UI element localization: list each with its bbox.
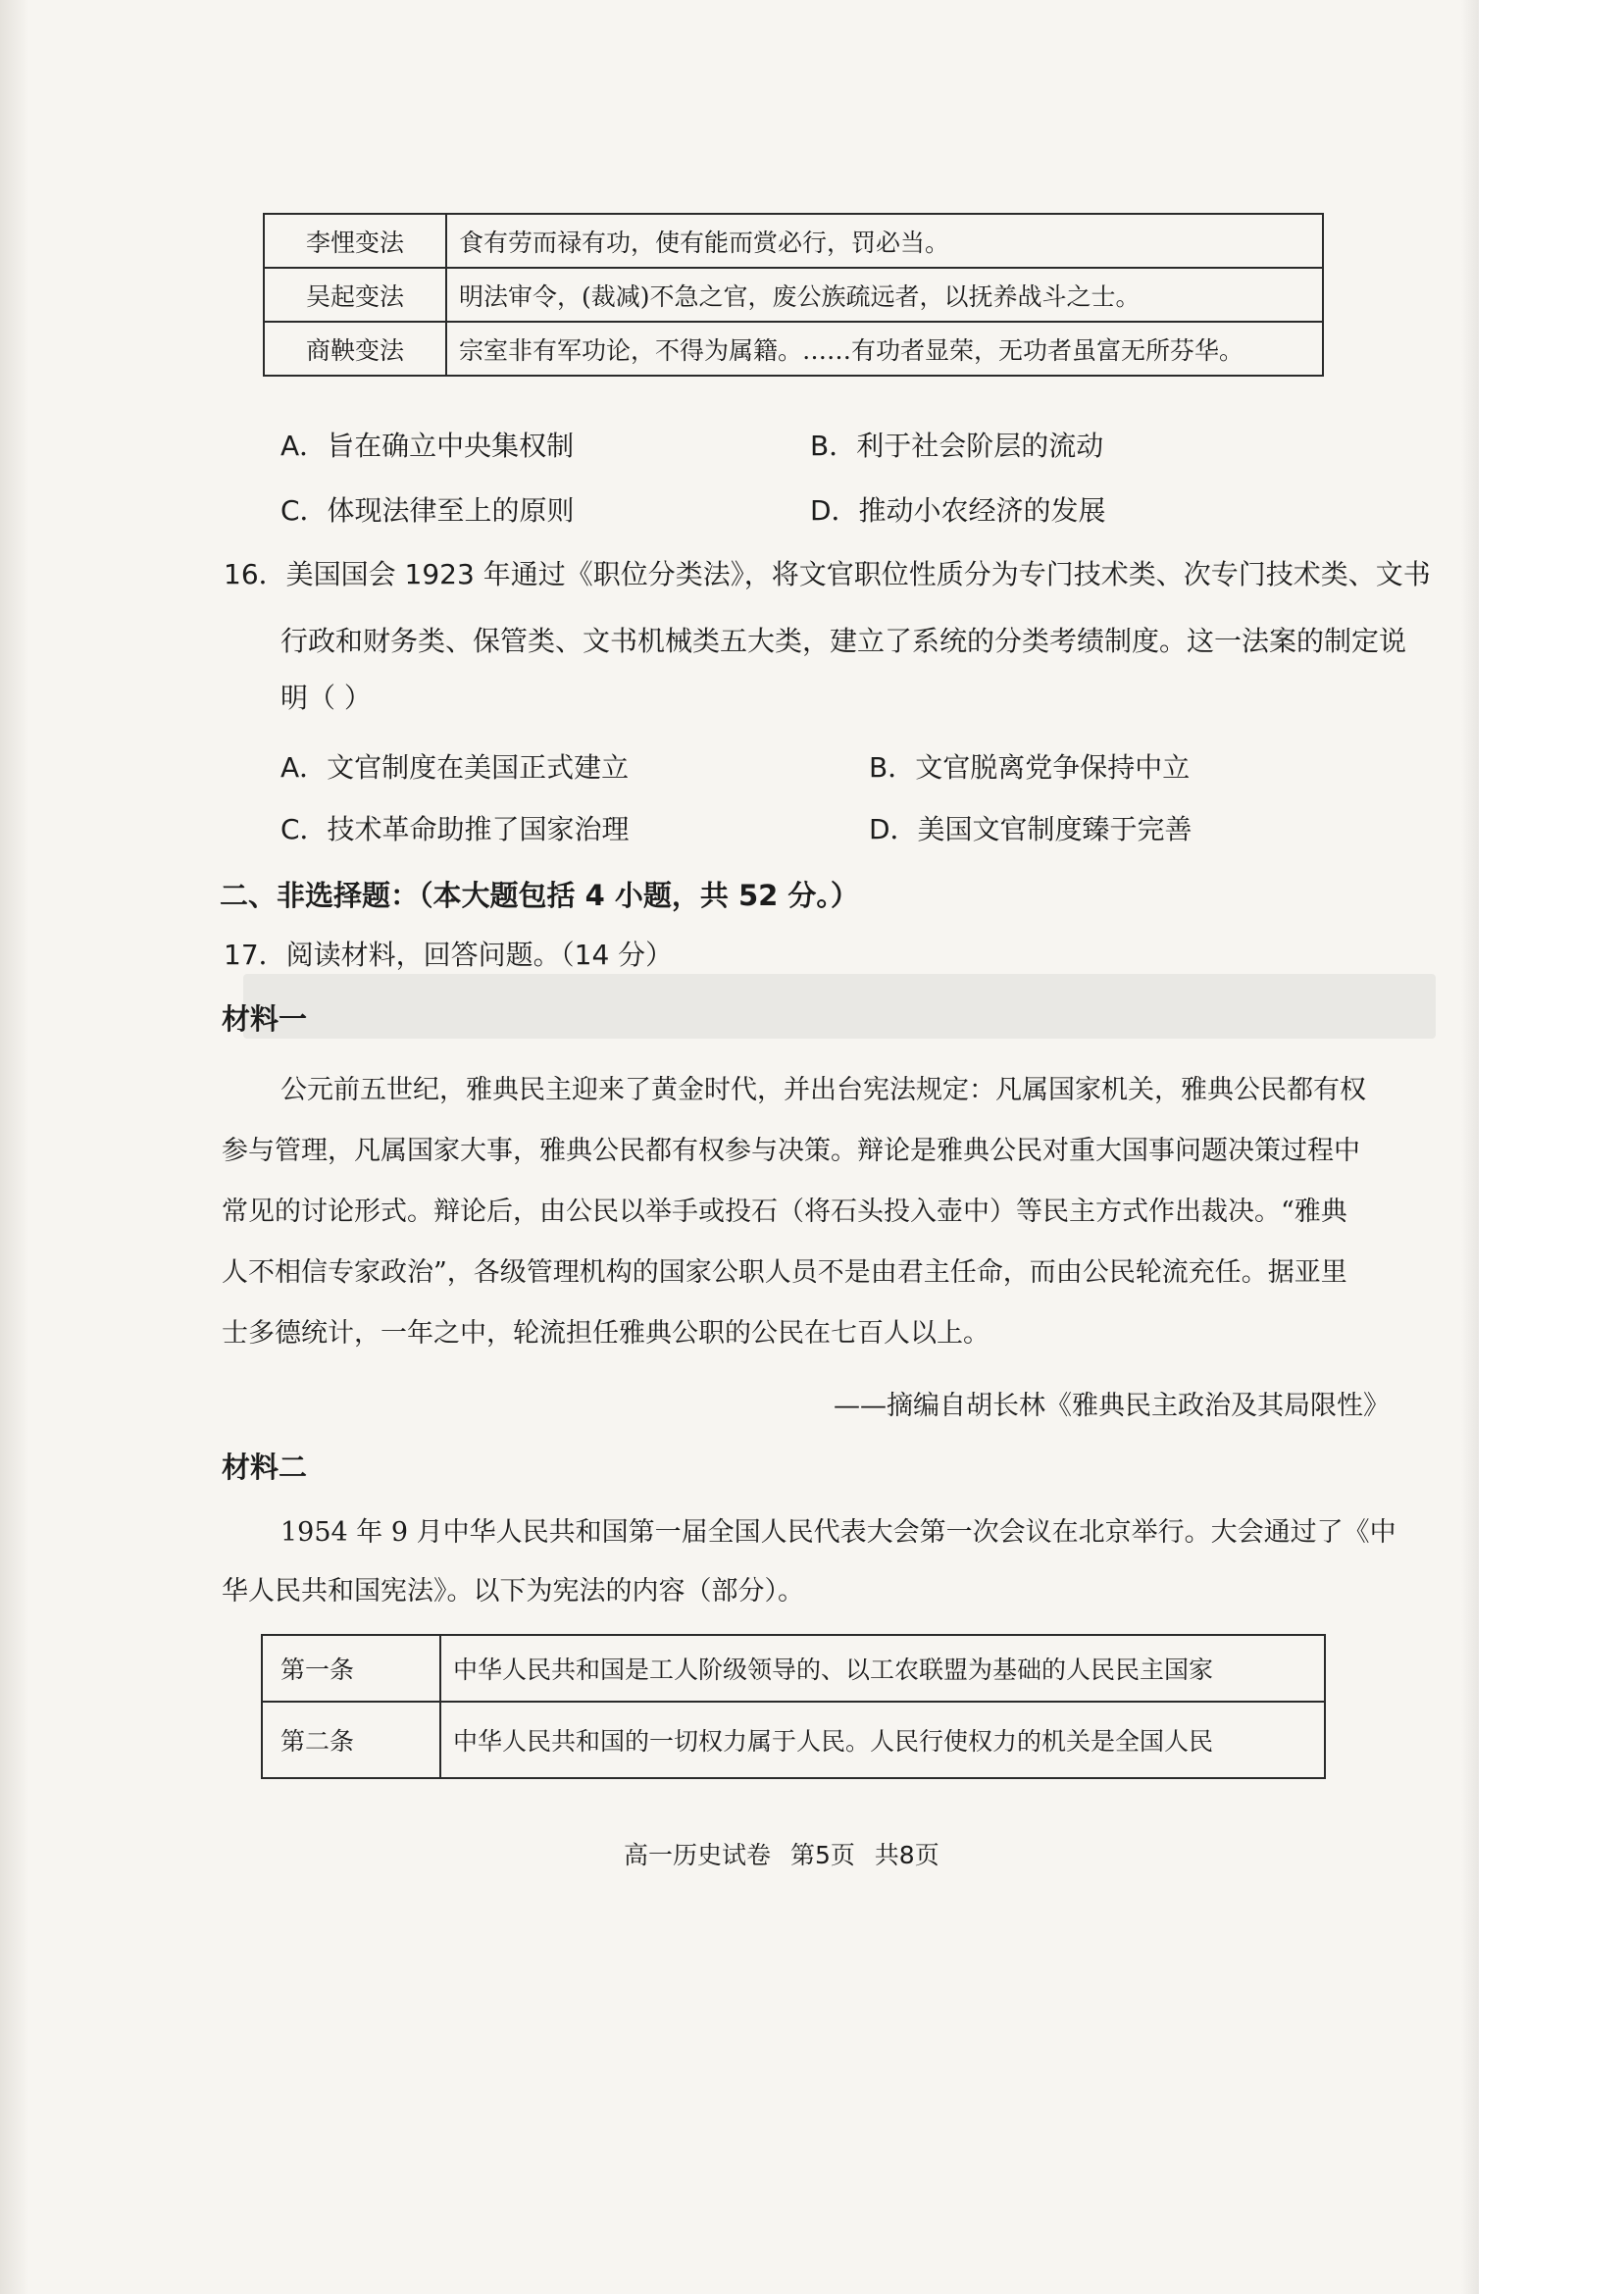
q15-option-d: D．推动小农经济的发展 bbox=[810, 494, 1106, 527]
material2-label: 材料二 bbox=[222, 1451, 308, 1484]
article-content: 中华人民共和国的一切权力属于人民。人民行使权力的机关是全国人民 bbox=[440, 1702, 1325, 1778]
material2-line: 华人民共和国宪法》。以下为宪法的内容（部分）。 bbox=[222, 1576, 804, 1606]
q15-option-c: C．体现法律至上的原则 bbox=[280, 494, 575, 527]
q16-option-a: A．文官制度在美国正式建立 bbox=[280, 751, 630, 784]
material1-line: 公元前五世纪，雅典民主迎来了黄金时代，并出台宪法规定：凡属国家机关，雅典公民都有权 bbox=[280, 1075, 1366, 1105]
bleed-through-shadow bbox=[243, 974, 1436, 1039]
material1-line: 士多德统计，一年之中，轮流担任雅典公职的公民在七百人以上。 bbox=[222, 1318, 990, 1349]
q16-stem-line-2: 行政和财务类、保管类、文书机械类五大类，建立了系统的分类考绩制度。这一法案的制定说 bbox=[280, 625, 1407, 657]
table-row bbox=[262, 1635, 1325, 1702]
scan-edge-right bbox=[1461, 0, 1479, 2294]
article-number: 第二条 bbox=[262, 1702, 440, 1778]
reform-name: 商鞅变法 bbox=[264, 322, 446, 376]
material1-line: 常见的讨论形式。辩论后，由公民以举手或投石（将石头投入壶中）等民主方式作出裁决。“雅典 bbox=[222, 1197, 1347, 1227]
reform-name: 吴起变法 bbox=[264, 268, 446, 322]
table-row bbox=[264, 322, 1323, 376]
reform-table bbox=[263, 213, 1324, 377]
article-content: 中华人民共和国是工人阶级领导的、以工农联盟为基础的人民民主国家 bbox=[440, 1635, 1325, 1702]
table-row bbox=[262, 1702, 1325, 1778]
section-heading: 二、非选择题：（本大题包括 4 小题，共 52 分。） bbox=[220, 879, 859, 912]
table-row bbox=[264, 214, 1323, 268]
material2-line: 1954 年 9 月中华人民共和国第一届全国人民代表大会第一次会议在北京举行。大会通过了《中 bbox=[280, 1517, 1396, 1548]
reform-content: 宗室非有军功论，不得为属籍。……有功者显荣，无功者虽富无所芬华。 bbox=[446, 322, 1323, 376]
scan-edge-left bbox=[0, 0, 29, 2294]
material1-label: 材料一 bbox=[222, 1002, 308, 1036]
reform-content: 明法审令，(裁减)不急之官，废公族疏远者，以抚养战斗之士。 bbox=[446, 268, 1323, 322]
page-footer: 高一历史试卷 第5页 共8页 bbox=[624, 1841, 939, 1869]
table-row bbox=[264, 268, 1323, 322]
q16-stem-line-3: 明（ ） bbox=[280, 682, 372, 714]
q16-stem-line-1: 16．美国国会 1923 年通过《职位分类法》，将文官职位性质分为专门技术类、次专门技术类、文书 bbox=[224, 558, 1431, 590]
reform-name: 李悝变法 bbox=[264, 214, 446, 268]
q16-option-c: C．技术革命助推了国家治理 bbox=[280, 813, 630, 845]
reform-content: 食有劳而禄有功，使有能而赏必行，罚必当。 bbox=[446, 214, 1323, 268]
material1-source: ——摘编自胡长林《雅典民主政治及其局限性》 bbox=[834, 1391, 1390, 1421]
material1-line: 人不相信专家政治”，各级管理机构的国家公职人员不是由君主任命，而由公民轮流充任。据亚里 bbox=[222, 1257, 1347, 1288]
article-number: 第一条 bbox=[262, 1635, 440, 1702]
q15-option-a: A．旨在确立中央集权制 bbox=[280, 430, 575, 462]
q16-option-b: B．文官脱离党争保持中立 bbox=[869, 751, 1191, 784]
constitution-table bbox=[261, 1634, 1326, 1779]
q16-option-d: D．美国文官制度臻于完善 bbox=[869, 813, 1193, 845]
q15-option-b: B．利于社会阶层的流动 bbox=[810, 430, 1104, 462]
material1-line: 参与管理，凡属国家大事，雅典公民都有权参与决策。辩论是雅典公民对重大国事问题决策过程中 bbox=[222, 1136, 1360, 1166]
q17-title: 17．阅读材料，回答问题。（14 分） bbox=[224, 939, 674, 971]
